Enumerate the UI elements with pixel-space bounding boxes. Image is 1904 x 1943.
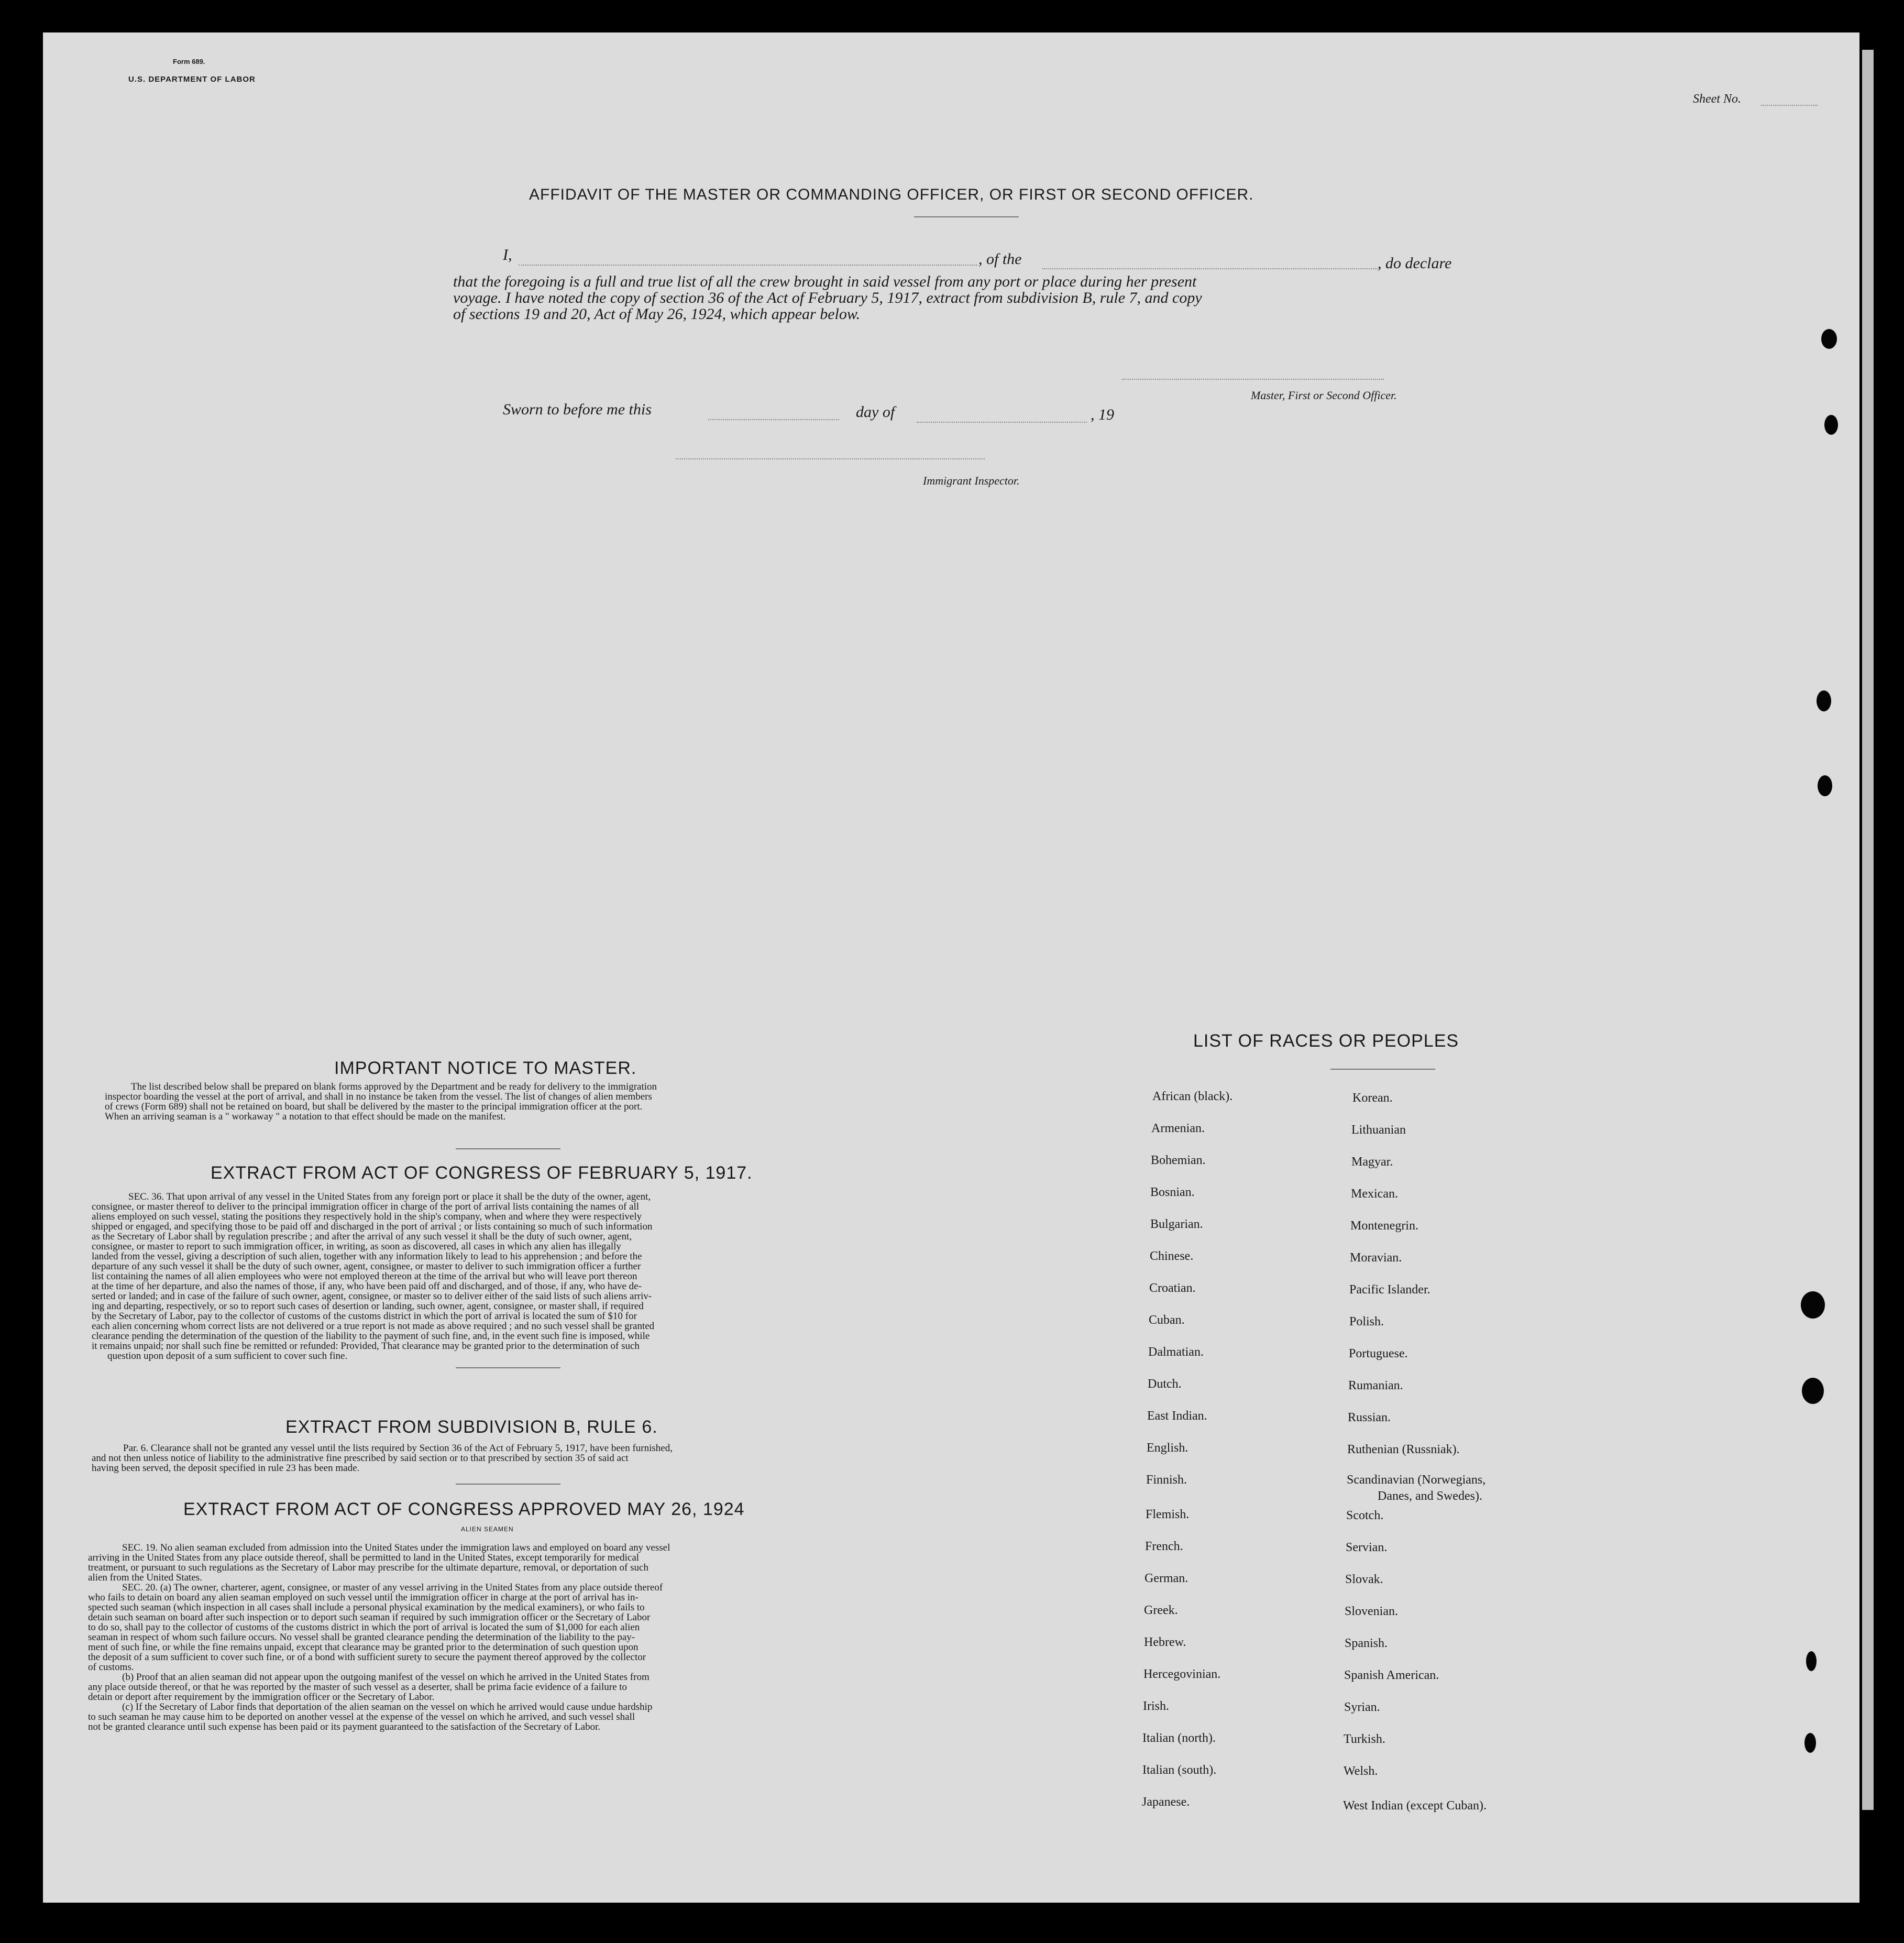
- race-item: Ruthenian (Russniak).: [1347, 1443, 1460, 1456]
- form-number: Form 689.: [173, 58, 205, 65]
- notice-title: IMPORTANT NOTICE TO MASTER.: [334, 1058, 637, 1078]
- race-item: Montenegrin.: [1350, 1219, 1418, 1233]
- race-item: Servian.: [1346, 1541, 1388, 1554]
- race-item: Japanese.: [1142, 1795, 1190, 1809]
- races-rule: [1330, 1069, 1435, 1070]
- sheet-number-line: [1761, 105, 1818, 106]
- race-item: Lithuanian: [1351, 1123, 1406, 1137]
- race-item: German.: [1144, 1572, 1188, 1585]
- race-item: French.: [1145, 1540, 1183, 1553]
- race-item: Russian.: [1348, 1411, 1391, 1424]
- race-item: Syrian.: [1344, 1700, 1380, 1714]
- race-item: Irish.: [1143, 1699, 1169, 1713]
- binder-hole: [1804, 1733, 1816, 1753]
- race-item: East Indian.: [1147, 1409, 1207, 1423]
- race-item: Danes, and Swedes).: [1378, 1489, 1482, 1503]
- binder-hole: [1818, 775, 1832, 796]
- race-item: English.: [1147, 1441, 1188, 1455]
- binder-hole: [1806, 1651, 1817, 1671]
- race-item: Turkish.: [1344, 1732, 1385, 1746]
- race-item: Italian (south).: [1142, 1763, 1217, 1777]
- race-item: African (black).: [1152, 1090, 1233, 1103]
- notice-rule: [456, 1148, 560, 1149]
- binder-hole: [1821, 329, 1837, 349]
- sheet-number-label: Sheet No.: [1693, 92, 1741, 106]
- vessel-name-line[interactable]: [1042, 268, 1378, 269]
- race-item: Spanish American.: [1344, 1668, 1439, 1682]
- sworn-text: Sworn to before me this: [503, 401, 652, 418]
- extract-1924-subtitle: ALIEN SEAMEN: [461, 1525, 514, 1533]
- race-item: Magyar.: [1351, 1155, 1393, 1169]
- declarant-name-line[interactable]: [519, 265, 977, 266]
- signature-line[interactable]: [1122, 379, 1384, 380]
- binder-hole: [1817, 690, 1831, 711]
- affidavit-body: that the foregoing is a full and true list of all the crew brought in said vessel from any port or place during her present voyage. I have noted the copy of section 36 of the Act of February 5, 1917, extract from subdivision B, rule 7, and copy of sections 19 and 20, Act of May 26, 1924, which appear below.: [453, 273, 1202, 323]
- race-item: Polish.: [1349, 1315, 1384, 1329]
- race-item: Flemish.: [1146, 1508, 1190, 1521]
- race-item: Scandinavian (Norwegians,: [1347, 1473, 1486, 1487]
- races-title: LIST OF RACES OR PEOPLES: [1193, 1031, 1459, 1051]
- rule6-title: EXTRACT FROM SUBDIVISION B, RULE 6.: [285, 1417, 658, 1437]
- race-item: Korean.: [1352, 1091, 1393, 1105]
- race-item: Moravian.: [1350, 1251, 1402, 1265]
- extract-1917-title: EXTRACT FROM ACT OF CONGRESS OF FEBRUARY 5, 1917.: [211, 1163, 753, 1183]
- rule6-text: Par. 6. Clearance shall not be granted any vessel until the lists required by Section 36 of the Act of February 5, 1917, have been furnished, and not then unless notice of liability to the administrative fine prescribed by said section or to that prescribed by section 35 of said act having been served, the deposit specified in rule 23 has been made.: [92, 1443, 673, 1474]
- year-prefix: , 19: [1091, 406, 1114, 423]
- affidavit-title-rule: [914, 216, 1019, 217]
- declarant-prefix: I,: [503, 246, 512, 264]
- race-item: Slovenian.: [1345, 1605, 1398, 1618]
- inspector-label: Immigrant Inspector.: [923, 474, 1020, 487]
- race-item: Dutch.: [1148, 1377, 1182, 1391]
- rule6-rule: [456, 1484, 560, 1485]
- declare-label: , do declare: [1378, 255, 1452, 272]
- race-item: Mexican.: [1351, 1187, 1398, 1201]
- of-the-label: , of the: [978, 250, 1022, 268]
- race-item: Chinese.: [1150, 1249, 1194, 1263]
- race-item: Scotch.: [1346, 1509, 1384, 1522]
- race-item: West Indian (except Cuban).: [1343, 1799, 1487, 1813]
- race-item: Bohemian.: [1151, 1154, 1206, 1167]
- page-edge: [1862, 50, 1874, 1810]
- race-item: Slovak.: [1345, 1573, 1383, 1586]
- day-of-label: day of: [856, 403, 895, 421]
- race-item: Bosnian.: [1150, 1185, 1195, 1199]
- race-item: Dalmatian.: [1148, 1345, 1204, 1359]
- race-item: Greek.: [1144, 1604, 1178, 1617]
- race-item: Croatian.: [1149, 1281, 1196, 1295]
- binder-hole: [1801, 1291, 1825, 1319]
- race-item: Portuguese.: [1349, 1347, 1408, 1360]
- extract-1924-text: SEC. 19. No alien seaman excluded from admission into the United States under the immigration laws and employed on board any vessel arriving in the United States from any place outside thereof, shall be permitted to land in the United States, except temporarily for medical treatment, or pursuant to such regulations as the Secretary of Labor may prescribe for the ultimate departure, removal, or deportation of such alien from the United States. SEC. 20. (a) The owner, charterer, agent, consignee, or master of any vessel arriving in the United States from any place outside thereof who fails to detain on board any alien seaman employed on such vessel until the immigration officer in charge at the port of arrival has in- spected such seaman (which inspection in all cases shall include a personal physical examination by the medical examiners), or who fails to detain such seaman on board after such inspection or to deport such seaman if required by such immigration officer or the Secretary of Labor to do so, shall pay to the collector of customs of the customs district in which the port of arrival is located the sum of $1,000 for each alien seaman in respect of whom such failure occurs. No vessel shall be granted clearance pending the determination of the liability to the pay- ment of such fine, or while the fine remains unpaid, except that clearance may be granted prior to the determination of such question upon the deposit of a sum sufficient to cover such fine, or of a bond with sufficient surety to secure the payment thereof approved by the collector of customs. (b) Proof that an alien seaman did not appear upon the outgoing manifest of the vessel on which he arrived in the United States from any place outside thereof, or that he was reported by the master of such vessel as a deserter, shall be prima facie evidence of a failure to detain or deport after requirement by the immigration officer or the Secretary of Labor. (c) If the Secretary of Labor finds that deportation of the alien seaman on the vessel on which he arrived would cause undue hardship to such seaman he may cause him to be deported on another vessel at the expense of the vessel on which he arrived, and such vessel shall not be granted clearance until such expense has been paid or its payment guaranteed to the satisfaction of the Secretary of Labor.: [88, 1542, 670, 1732]
- binder-hole: [1802, 1378, 1824, 1404]
- race-item: Armenian.: [1151, 1122, 1205, 1135]
- extract-1917-text: SEC. 36. That upon arrival of any vessel in the United States from any foreign port or place it shall be the duty of the owner, agent, consignee, or master thereof to deliver to the principal immigration officer in charge of the port of arrival lists containing the names of all aliens employed on such vessel, stating the positions they respectively hold in the ship's company, when and where they were respectively shipped or engaged, and specifying those to be paid off and discharged in the port of arrival ; or lists containing so much of such information as the Secretary of Labor shall by regulation prescribe ; and after the arrival of any such vessel it shall be the duty of such owner, agent, consignee, or master to report to such immigration officer, in writing, as soon as discovered, all cases in which any alien has illegally landed from the vessel, giving a description of such alien, together with any information likely to lead to his apprehension ; and before the departure of any such vessel it shall be the duty of such owner, agent, consignee, or master to deliver to such immigration officer a further list containing the names of all alien employees who were not employed thereon at the time of the arrival but who will leave port thereon at the time of her departure, and also the names of those, if any, who have been paid off and discharged, and of those, if any, who have de- serted or landed; and in case of the failure of such owner, agent, consignee, or master so to deliver either of the said lists of such aliens arriv- ing and departing, respectively, or so to report such cases of desertion or landing, such owner, agent, consignee, or master shall, if required by the Secretary of Labor, pay to the collector of customs of the customs district in which the port of arrival is located the sum of $10 for each alien concerning whom correct lists are not delivered or a true report is not made as above required ; and no such vessel shall be granted clearance pending the determination of the question of the liability to the payment of such fine, and, in the event such fine is imposed, while it remains unpaid; nor shall such fine be remitted or refunded: Provided, That clearance may be granted prior to the determination of such question upon deposit of a sum sufficient to cover such fine.: [92, 1191, 655, 1362]
- sworn-day-line[interactable]: [708, 419, 839, 420]
- inspector-signature-line[interactable]: [676, 458, 985, 459]
- binder-hole: [1824, 415, 1838, 435]
- race-item: Rumanian.: [1348, 1379, 1403, 1392]
- notice-text: The list described below shall be prepared on blank forms approved by the Department and be ready for delivery to the immigration inspector boarding the vessel at the port of arrival, and shall in no instance be taken from the vessel. The list of changes of alien members of crews (Form 689) shall not be retained on board, but shall be delivered by the master to the principal immigration officer at the port. When an arriving seaman is a " workaway " a notation to that effect should be made on the manifest.: [105, 1081, 657, 1122]
- race-item: Hebrew.: [1144, 1635, 1186, 1649]
- extract-1917-rule: [456, 1367, 560, 1368]
- affidavit-title: AFFIDAVIT OF THE MASTER OR COMMANDING OFFICER, OR FIRST OR SECOND OFFICER.: [529, 186, 1254, 203]
- extract-1924-title: EXTRACT FROM ACT OF CONGRESS APPROVED MAY 26, 1924: [183, 1499, 745, 1519]
- sworn-month-line[interactable]: [917, 422, 1087, 423]
- race-item: Hercegovinian.: [1143, 1667, 1221, 1681]
- signature-label: Master, First or Second Officer.: [1251, 389, 1397, 402]
- race-item: Finnish.: [1146, 1473, 1187, 1487]
- race-item: Welsh.: [1344, 1764, 1378, 1778]
- race-item: Bulgarian.: [1150, 1217, 1203, 1231]
- race-item: Spanish.: [1345, 1637, 1388, 1650]
- race-item: Pacific Islander.: [1349, 1283, 1430, 1297]
- department-label: U.S. DEPARTMENT OF LABOR: [128, 75, 256, 84]
- race-item: Cuban.: [1149, 1313, 1185, 1327]
- race-item: Italian (north).: [1142, 1731, 1216, 1745]
